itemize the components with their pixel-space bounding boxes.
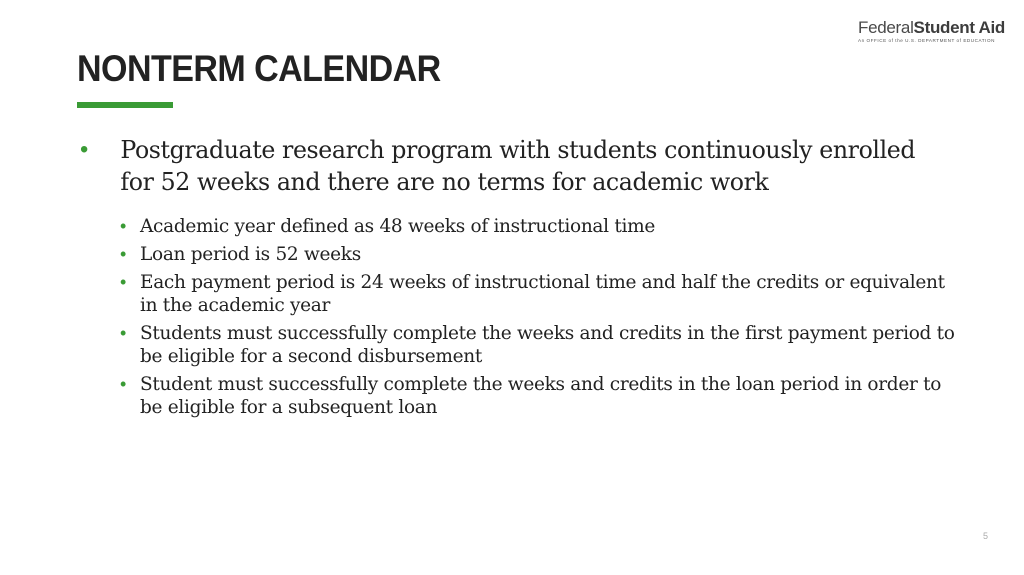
bullet-dot-icon: • <box>120 272 127 292</box>
bullet-dot-icon: • <box>120 374 127 394</box>
sub-bullet-item <box>80 373 960 419</box>
sub-bullet-list <box>80 215 960 419</box>
sub-bullet-text: Loan period is 52 weeks <box>140 244 361 265</box>
main-bullet-text: Postgraduate research program with students continuously enrolled for 52 weeks and there are no terms for academic work <box>120 136 916 196</box>
logo-federal-text: Federal <box>858 18 914 37</box>
sub-bullet-item <box>80 215 960 238</box>
bullet-dot-icon: • <box>120 216 127 236</box>
sub-bullet-item <box>80 322 960 368</box>
sub-bullet-text: Students must successfully complete the weeks and credits in the first payment period to be eligible for a second disbursement <box>140 323 955 367</box>
title-underline <box>77 102 173 108</box>
bullet-dot-icon: • <box>120 244 127 264</box>
main-bullet <box>80 134 947 198</box>
sub-bullet-text: Each payment period is 24 weeks of instructional time and half the credits or equivalent in the academic year <box>140 272 945 316</box>
logo-wordmark <box>858 18 1005 38</box>
logo-subtitle: An OFFICE of the U.S. DEPARTMENT of EDUCATION <box>858 38 995 43</box>
logo-student-aid-text: Student Aid <box>913 18 1005 37</box>
sub-bullet-text: Student must successfully complete the weeks and credits in the loan period in order to be eligible for a subsequent loan <box>140 374 942 418</box>
sub-bullet-text: Academic year defined as 48 weeks of instructional time <box>140 216 655 237</box>
bullet-dot-icon: • <box>120 323 127 343</box>
federal-student-aid-logo <box>858 18 1004 44</box>
page-number: 5 <box>982 531 988 541</box>
sub-bullet-item <box>80 243 960 266</box>
slide-content <box>80 134 960 424</box>
bullet-dot-icon: • <box>80 136 88 163</box>
slide-title: NONTERM CALENDAR <box>77 48 441 89</box>
sub-bullet-item <box>80 271 960 317</box>
